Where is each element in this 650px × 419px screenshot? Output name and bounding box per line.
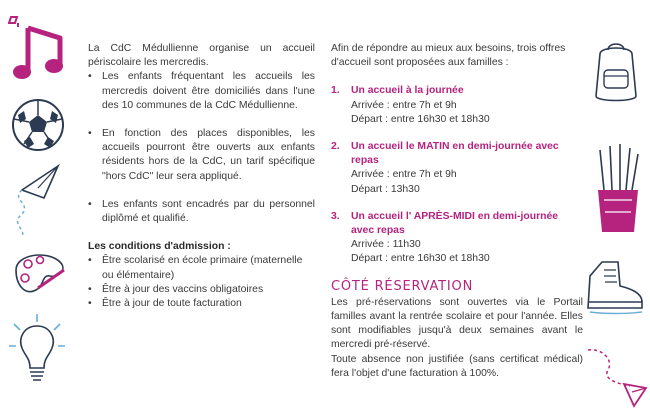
pencil-cup-icon (590, 142, 646, 234)
absence-text: Toute absence non justifiée (sans certificat médical) fera l'objet d'une facturation à 100%. (331, 353, 583, 379)
paper-plane-icon (8, 160, 68, 238)
bullet-dot: • (88, 298, 92, 310)
conditions-title: Les conditions d'admission : (88, 241, 231, 253)
offer-title: Un accueil l' APRÈS-MIDI en demi-journée avec repas (351, 210, 559, 237)
offer-item (331, 140, 583, 197)
bullet-text: Les enfants fréquentant les accueils les mercredis doivent être domiciliés dans l'une des 10 communes de la CdC Médullienne. (102, 71, 315, 111)
offer-number: 2. (331, 141, 340, 153)
offer-item (331, 84, 583, 127)
offer-number: 3. (331, 210, 340, 222)
bullet-item (88, 70, 315, 113)
condition-text: Être à jour de toute facturation (102, 298, 242, 310)
bullet-dot: • (88, 128, 92, 140)
offer-title: Un accueil le MATIN en demi-journée avec repas (351, 141, 559, 167)
condition-item (88, 254, 315, 282)
offer-arrival: Arrivée : entre 7h et 9h (351, 169, 457, 181)
backpack-icon (586, 38, 646, 108)
reservation-title: CÔTÉ RÉSERVATION (331, 278, 474, 294)
left-column (88, 42, 315, 311)
bullet-text: En fonction des places disponibles, les accueils pourront être ouverts aux enfants résidents hors de la CdC, un tarif spécifique "hors CdC" leur sera appliqué. (102, 128, 315, 182)
bullet-dot: • (88, 198, 92, 210)
paint-palette-icon (8, 248, 70, 298)
bullet-item (88, 127, 315, 184)
offer-arrival: Arrivée : entre 7h et 9h (351, 99, 457, 111)
paper-plane-icon-2 (584, 344, 648, 414)
sneaker-icon (584, 256, 646, 318)
lightbulb-icon (8, 312, 66, 408)
bullet-dot: • (88, 283, 92, 295)
offer-arrival: Arrivée : 11h30 (351, 239, 421, 251)
offer-number: 1. (331, 85, 340, 97)
offer-departure: Départ : entre 16h30 et 18h30 (351, 113, 490, 125)
offer-departure: Départ : entre 16h30 et 18h30 (351, 253, 490, 265)
offers-intro: Afin de répondre au mieux aux besoins, trois offres d'accueil sont proposées aux familles : (331, 43, 566, 69)
offer-departure: Départ : 13h30 (351, 183, 420, 195)
soccer-ball-icon (10, 97, 66, 153)
bullet-item (88, 198, 315, 226)
reservation-text: Les pré-réservations sont ouvertes via le Portail familles avant la rentrée scolaire et pour l'année. Elles sont modifiables jusqu'à deux semaines avant le mercredi pré-réservé. (331, 296, 583, 351)
offer-title: Un accueil à la journée (351, 85, 464, 97)
bullet-text: Les enfants sont encadrés par du personnel diplômé et qualifié. (102, 198, 315, 225)
right-column (331, 42, 583, 381)
music-note-icon (8, 14, 66, 84)
condition-item (88, 297, 315, 311)
condition-item (88, 283, 315, 297)
condition-text: Être scolarisé en école primaire (maternelle ou élémentaire) (102, 255, 303, 281)
intro-paragraph: La CdC Médullienne organise un accueil périscolaire les mercredis. (88, 43, 315, 69)
offer-item (331, 210, 583, 267)
bullet-dot: • (88, 255, 92, 267)
condition-text: Être à jour des vaccins obligatoires (102, 283, 264, 295)
bullet-dot: • (88, 71, 92, 83)
